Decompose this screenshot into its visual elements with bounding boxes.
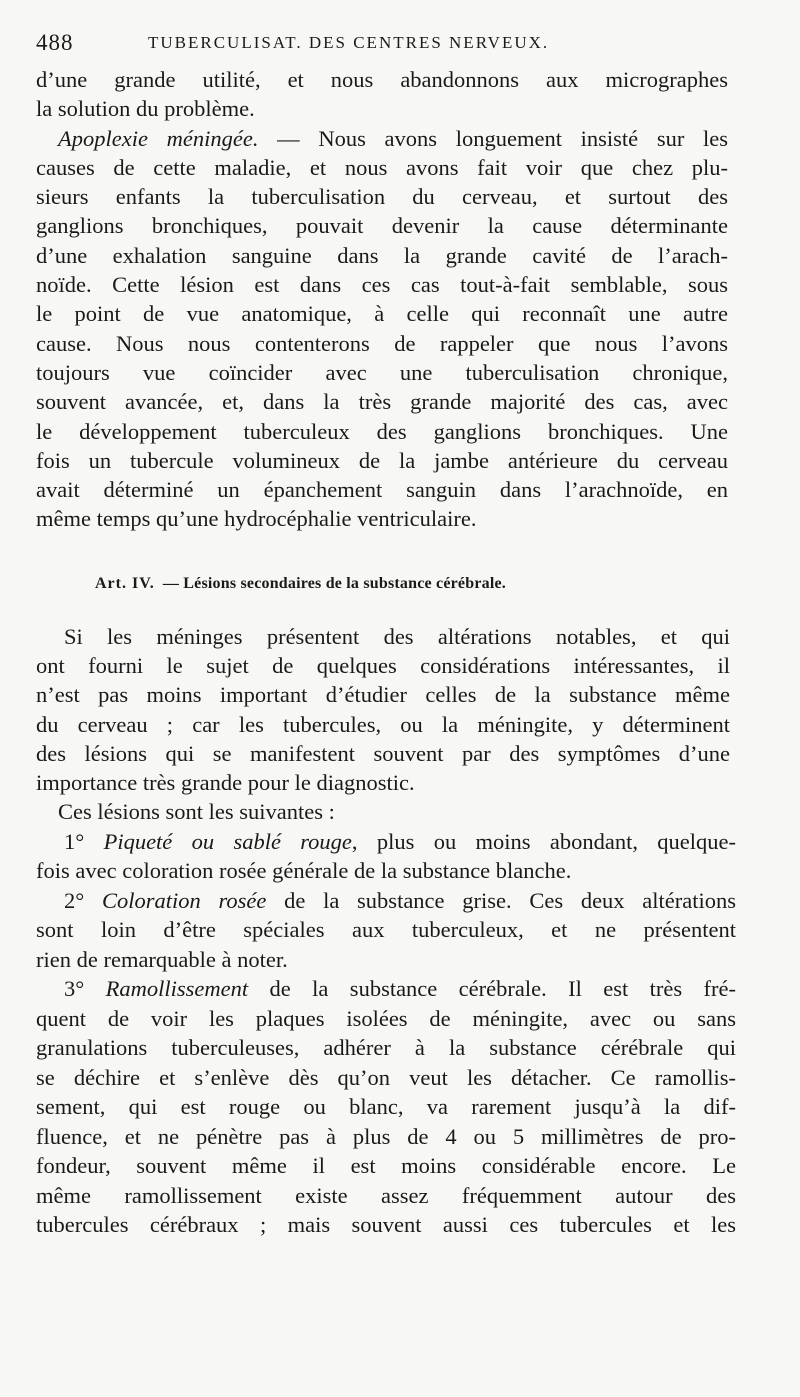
paragraph-line: d’une exhalation sanguine dans la grande cavité de l’arach- (36, 242, 728, 268)
paragraph-line: importance très grande pour le diagnostic. (36, 769, 415, 795)
paragraph-line: rien de remarquable à noter. (36, 946, 288, 972)
paragraph-line: noïde. Cette lésion est dans ces cas tout-à-fait semblable, sous (36, 272, 728, 298)
paragraph-line: sement, qui est rouge ou blanc, va rarement jusqu’à la dif- (36, 1094, 736, 1119)
paragraph-line: même temps qu’une hydrocéphalie ventriculaire. (36, 506, 477, 532)
section-title-text: — Lésions secondaires de la substance cérébrale. (162, 575, 506, 592)
paragraph-line: n’est pas moins important d’étudier celles de la substance même (36, 682, 730, 708)
list-number: 3° (64, 976, 85, 1001)
paragraph-line: sont loin d’être spéciales aux tuberculeux, et ne présentent (36, 917, 736, 942)
page-number: 488 (36, 30, 74, 55)
running-head: TUBERCULISAT. DES CENTRES NERVEUX. (148, 33, 550, 52)
paragraph-line: granulations tuberculeuses, adhérer à la substance cérébrale qui (36, 1035, 736, 1060)
paragraph-line: fluence, et ne pénètre pas à plus de 4 ou 5 millimètres de pro- (36, 1123, 736, 1149)
list-item-label: Piqueté ou sablé rouge (103, 828, 352, 854)
paragraph-line: sieurs enfants la tuberculisation du cerveau, et surtout des (36, 184, 728, 210)
page-header (36, 30, 736, 64)
section-heading (95, 575, 695, 593)
list-item-3-line (36, 974, 736, 1004)
list-item-1-line (36, 827, 736, 857)
paragraph-line: tubercules cérébraux ; mais souvent aussi ces tubercules et les (36, 1212, 736, 1237)
intro-paragraph (36, 622, 730, 797)
list-item-label: Ramollissement (105, 976, 249, 1001)
paragraph-line: avait déterminé un épanchement sanguin dans l’arachnoïde, en (36, 477, 728, 503)
paragraph-line: le développement tuberculeux des ganglions bronchiques. Une (36, 418, 728, 444)
list-item-2-line (36, 886, 736, 916)
paragraph-text: de la substance cérébrale. Il est très fré- (248, 976, 737, 1001)
paragraph-line: des lésions qui se manifestent souvent par des symptômes d’une (36, 740, 730, 766)
paragraph-line: toujours vue coïncider avec une tuberculisation chronique, (36, 359, 728, 385)
paragraph-line: souvent avancée, et, dans la très grande majorité des cas, avec (36, 389, 728, 415)
paragraph-line: Ces lésions sont les suivantes : (58, 799, 335, 824)
paragraph-text: de la substance grise. Ces deux altérations (266, 887, 737, 913)
paragraph-line: d’une grande utilité, et nous abandonnons aux micrographes (36, 67, 728, 92)
paragraph-line: même ramollissement existe assez fréquemment autour des (36, 1182, 736, 1208)
list-number: 2° (64, 887, 85, 913)
paragraph-line: fondeur, souvent même il est moins considérable encore. Le (36, 1153, 736, 1178)
apoplexie-heading: Apoplexie méningée. (58, 125, 259, 151)
paragraph-line: Si les méninges présentent des altérations notables, et qui (64, 624, 730, 649)
paragraph-line: se déchire et s’enlève dès qu’on veut les détacher. Ce ramollis- (36, 1064, 736, 1090)
paragraph-line: du cerveau ; car les tubercules, ou la méningite, y déterminent (36, 711, 730, 737)
paragraph-line: ganglions bronchiques, pouvait devenir la cause déterminante (36, 213, 728, 239)
paragraph-line: causes de cette maladie, et nous avons fait voir que chez plu- (36, 154, 728, 180)
paragraph-line: le point de vue anatomique, à celle qui reconnaît une autre (36, 301, 728, 327)
paragraph-line (36, 124, 728, 153)
paragraph-text: — Nous avons longuement insisté sur les (258, 125, 728, 151)
list-number: 1° (64, 828, 85, 854)
list-item-label: Coloration rosée (101, 887, 267, 913)
section-article-label: Art. IV. (95, 575, 155, 592)
paragraph-line: cause. Nous nous contenterons de rappeler que nous l’avons (36, 330, 728, 356)
paragraph-line: la solution du problème. (36, 96, 255, 122)
top-text-block (36, 65, 728, 534)
paragraph-line: ont fourni le sujet de quelques considérations intéressantes, il (36, 653, 730, 679)
paragraph-line: fois avec coloration rosée générale de la substance blanche. (36, 858, 572, 883)
paragraph-text: , plus ou moins abondant, quelque- (351, 828, 736, 854)
lesions-list-intro (36, 797, 736, 1240)
paragraph-line: quent de voir les plaques isolées de méningite, avec ou sans (36, 1005, 736, 1031)
paragraph-line: fois un tubercule volumineux de la jambe antérieure du cerveau (36, 447, 728, 473)
